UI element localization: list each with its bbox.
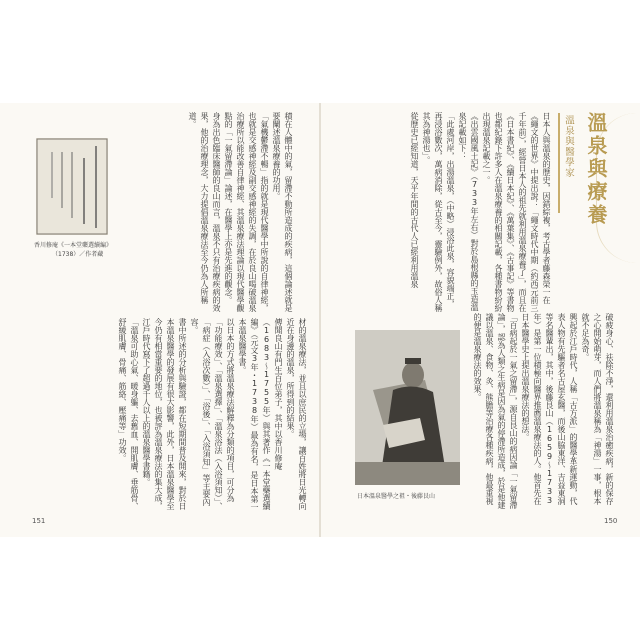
right-bottom-body-text: 破疲身心、祛除不淨，還利用溫泉治癒疾病，新的保存之心開始萌芽，而人們將溫泉稱為「神湯」一事，根本就不足為奇。 興起於江戶時代，人稱「古方派」的醫學革新運動，代表人物有先驅者名古屋玄醫，而後山脇東洋、吉益東洞等名醫輩出，其中，後藤艮山（1659～1733年）是第一位積極向醫界推薦溫泉療法的人。他首先在日本醫學史上提出溫泉療法的想法。 「百病起於一氣之留滯」，源自艮山的病因論「一氣留滯論」，認為人類之生病是因為氣的停滯所造成，於是他建議以溫泉、食物、灸、熊膽等治療各種疾病，他最重視的便是溫泉療法的效果。 (473, 313, 614, 509)
book-document-image (36, 138, 108, 235)
right-page-number: 150 (604, 517, 618, 525)
section-subtitle: 溫泉與醫學家 (563, 115, 574, 178)
right-top-body-text: 日本人與溫泉的歷史，因錯綜複，考古學者藤森榮一在《繩文的世界》中提出說：「繩文時代中期（約西元前三千年前），經營日本人的祖先就利用溫泉療養了」，而且在《日本書紀》、《續日本紀》、《萬葉集》、《古事記》等書物也都紀錄下許多人在溫泉療養的相關記載，各種書物紛紛出現溫泉記載之一。 《出雲國風土記》（733年左右）對於島根縣的玉造溫泉記載如下： 「此處河岸，出湯溫泉，（中略）浸浴此泉，容貌端正，再浸浴數次，萬病消除，從古至今，靈驗例外，故俗人稱其為神湯也」。 從歷史已經知道，天平年間的古代人已經利用溫泉 (410, 112, 551, 312)
chapter-title: 溫泉與療養 (584, 112, 608, 227)
left-page-number: 151 (32, 517, 46, 525)
document-caption-line1: 香川修庵《一本堂藥選續編》 (34, 242, 113, 249)
left-top-body-text: 積在人體中的氣，留滯不動所造成的疾病，這個論述就是要闡述溫泉療養的功用。 「氣機鬱滯不暢」指的就是現代醫學中所說的自律神經，也就是交感神經及副交感神經的失調，在於良山喝破溫泉治療所以能改善自律神經、其溫泉療法理論以現代醫學觀點的「一氣留滯論」論述，在醫學上亦是先進的觀念。 身為出色臨床醫師的良山而言，溫泉不只有治療疾病的效果，他的治療理念，大力提倡溫泉療法至今仍為人所稱道。 (188, 112, 293, 312)
left-bottom-body-text: 材的溫泉療法，並且以庶民的立場，讓百姓將日光轉向近在身邊的溫泉，所得到的結果。 傳聞良山有門生百位弟子，其中以香川修庵（1683～1755年）與其著作《一本堂藥選續編》（元文3年・1738年）最為有名，是日本第一本溫泉醫學書。 以日本的方式將溫泉療法解釋為分類的項目，可分為「功能療效」、「溫泉選擇」、「溫泉浴法（入浴須知）」、「病症（入浴次數）」、「浴後」、「入浴須知」等主要內容。 書中所述的分析與驗證，都在短期間普及開來，對於日本溫泉醫學的發展有很大影響，此外，日本溫泉醫學至今仍有相當重要的地位，也被評為溫泉療法的集大成，江戶時代寫下了超過千人以上的溫泉醫學書籍。 「溫泉可助心氣、暖身軀、去舊血、開肌膚、垂筋骨、舒緩肌膚、骨痛、筋絡、壓痛等」功效。 (118, 318, 307, 511)
book-spine (319, 103, 321, 537)
document-caption-line2: （1738）／作者藏 (52, 251, 104, 258)
portrait-caption: 日本溫泉醫學之祖・後藤艮山 (357, 493, 436, 500)
subtitle-bar (558, 113, 560, 213)
portrait-photo (355, 330, 460, 485)
